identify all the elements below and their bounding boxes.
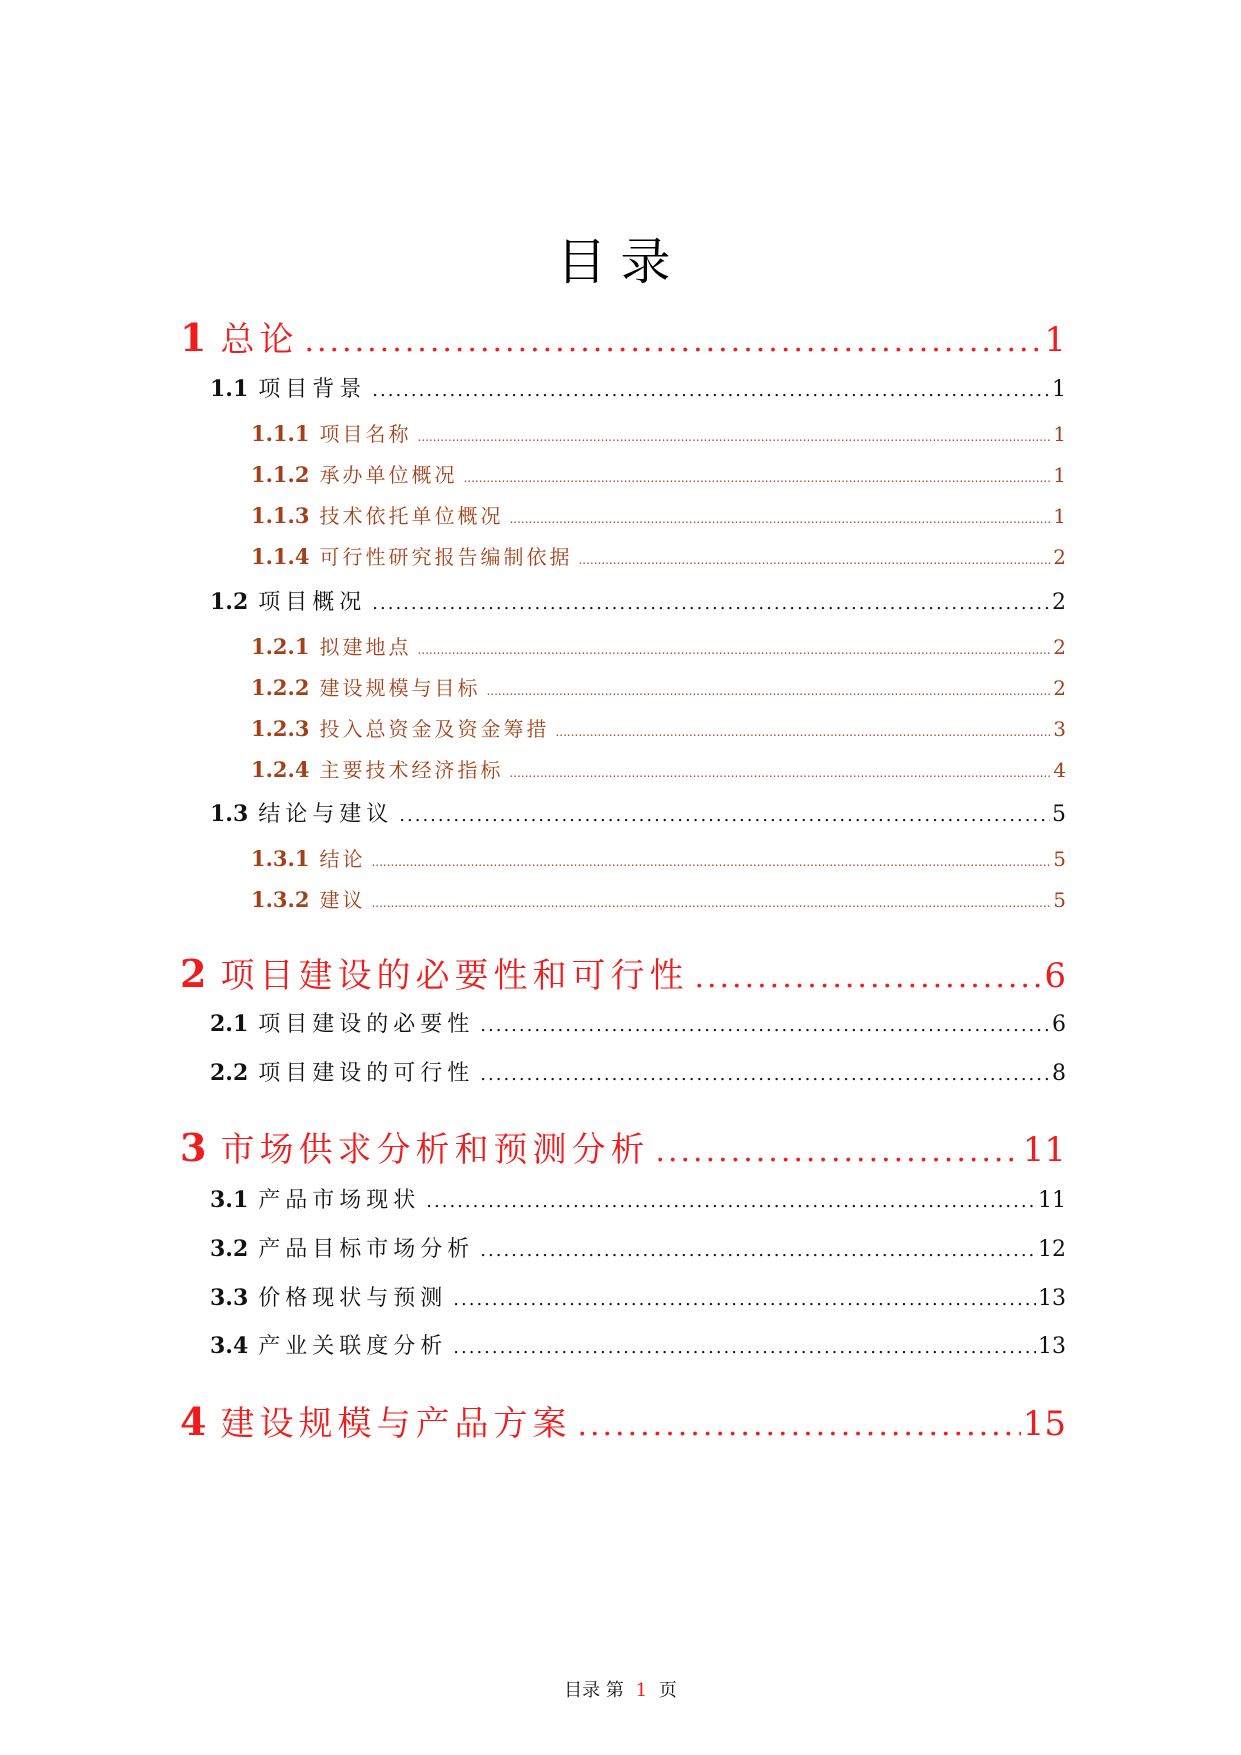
toc-text: 建设规模与目标: [319, 676, 481, 700]
toc-leader: [372, 380, 1050, 401]
toc-leader: [509, 512, 1051, 526]
toc-number: 1.2.4: [251, 757, 310, 782]
toc-chapter-2[interactable]: [180, 948, 1066, 1000]
toc-number: 1.1.1: [251, 421, 310, 446]
toc-subsection-1-2-2[interactable]: [251, 672, 1066, 702]
toc-text: 价格现状与预测: [258, 1286, 448, 1311]
toc-page: 1: [1052, 377, 1066, 402]
toc-number: 3: [180, 1125, 207, 1170]
toc-section-1-1[interactable]: [210, 372, 1066, 406]
toc-leader: [371, 896, 1051, 910]
toc-leader: [486, 684, 1051, 698]
toc-page: 6: [1044, 956, 1066, 996]
toc-number: 1.1.3: [251, 503, 310, 528]
toc-number: 2.2: [210, 1060, 249, 1086]
toc-text: 项目名称: [319, 422, 412, 446]
toc-page: 5: [1053, 847, 1066, 871]
toc-page: 2: [1053, 635, 1066, 659]
toc-leader: [371, 855, 1051, 869]
toc-leader: [655, 1134, 1020, 1169]
toc-subsection-1-3-2[interactable]: [251, 884, 1066, 914]
toc-page: 1: [1053, 504, 1066, 528]
toc-page: 11: [1022, 1130, 1066, 1170]
toc-text: 建设规模与产品方案: [220, 1404, 572, 1444]
toc-leader: [480, 1240, 1036, 1261]
toc-subsection-1-1-1[interactable]: [251, 418, 1066, 448]
toc-section-3-1[interactable]: [210, 1183, 1066, 1217]
toc-text: 结论与建议: [258, 802, 394, 827]
toc-number: 2.1: [210, 1011, 249, 1037]
toc-subsection-1-3-1[interactable]: [251, 843, 1066, 873]
toc-leader: [304, 324, 1042, 359]
footer-label: 目录: [564, 1680, 601, 1701]
toc-leader: [509, 766, 1051, 780]
toc-chapter-3[interactable]: [180, 1122, 1066, 1174]
toc-text: 项目建设的可行性: [258, 1061, 475, 1086]
toc-leader: [555, 725, 1051, 739]
toc-number: 4: [180, 1399, 207, 1444]
toc-text: 产业关联度分析: [258, 1334, 448, 1359]
toc-number: 3.1: [210, 1187, 249, 1213]
toc-page: 2: [1053, 545, 1066, 569]
toc-page: 11: [1038, 1188, 1066, 1213]
toc-page: 12: [1038, 1237, 1066, 1262]
toc-number: 1.3: [210, 801, 249, 827]
toc-page: 1: [1053, 422, 1066, 446]
toc-leader: [417, 430, 1051, 444]
toc-page: 2: [1052, 590, 1066, 615]
toc-chapter-1[interactable]: [180, 312, 1066, 364]
toc-number: 3.3: [210, 1285, 249, 1311]
toc-chapter-4[interactable]: [180, 1396, 1066, 1448]
toc-leader: [453, 1337, 1036, 1358]
toc-number: 1.1.4: [251, 544, 310, 569]
toc-text: 承办单位概况: [319, 463, 458, 487]
toc-number: 1.3.1: [251, 846, 310, 871]
toc-page: 13: [1038, 1286, 1066, 1311]
footer-prefix: 第: [605, 1680, 624, 1701]
toc-page: 1: [1053, 463, 1066, 487]
toc-leader: [399, 805, 1050, 826]
toc-section-2-1[interactable]: [210, 1007, 1066, 1041]
toc-leader: [480, 1064, 1050, 1085]
footer-suffix: 页: [658, 1680, 677, 1701]
toc-subsection-1-2-3[interactable]: [251, 713, 1066, 743]
toc-section-3-3[interactable]: [210, 1281, 1066, 1315]
toc-text: 技术依托单位概况: [319, 504, 504, 528]
toc-page: 3: [1053, 717, 1066, 741]
page-footer: [0, 1676, 1241, 1702]
toc-number: 1.2.3: [251, 716, 310, 741]
toc-leader: [578, 553, 1051, 567]
toc-leader: [426, 1191, 1036, 1212]
toc-page: 5: [1053, 888, 1066, 912]
toc-number: 1.3.2: [251, 887, 310, 912]
toc-page: 13: [1038, 1334, 1066, 1359]
toc-section-1-2[interactable]: [210, 585, 1066, 619]
toc-text: 主要技术经济指标: [319, 758, 504, 782]
toc-leader: [577, 1408, 1020, 1443]
toc-text: 投入总资金及资金筹措: [319, 717, 550, 741]
toc-page: 5: [1052, 802, 1066, 827]
toc-section-3-2[interactable]: [210, 1232, 1066, 1266]
toc-text: 总论: [220, 320, 299, 360]
toc-text: 项目概况: [258, 590, 367, 615]
toc-section-1-3[interactable]: [210, 797, 1066, 831]
toc-leader: [417, 643, 1051, 657]
toc-text: 产品市场现状: [258, 1188, 421, 1213]
toc-text: 项目背景: [258, 377, 367, 402]
toc-number: 1.2.2: [251, 675, 310, 700]
toc-leader: [453, 1289, 1036, 1310]
toc-subsection-1-1-2[interactable]: [251, 459, 1066, 489]
toc-page: 15: [1022, 1404, 1066, 1444]
toc-text: 项目建设的必要性: [258, 1012, 475, 1037]
toc-number: 1.1.2: [251, 462, 310, 487]
toc-subsection-1-2-1[interactable]: [251, 631, 1066, 661]
toc-subsection-1-1-4[interactable]: [251, 541, 1066, 571]
toc-section-2-2[interactable]: [210, 1056, 1066, 1090]
toc-text: 建议: [319, 888, 366, 912]
toc-number: 3.2: [210, 1236, 249, 1262]
toc-section-3-4[interactable]: [210, 1329, 1066, 1363]
toc-page: 1: [1044, 320, 1066, 360]
toc-text: 项目建设的必要性和可行性: [220, 956, 689, 996]
footer-page-number: 1: [635, 1680, 648, 1701]
toc-text: 结论: [319, 847, 366, 871]
toc-number: 3.4: [210, 1333, 249, 1359]
toc-leader: [480, 1015, 1050, 1036]
toc-text: 产品目标市场分析: [258, 1237, 475, 1262]
toc-page: 8: [1052, 1061, 1066, 1086]
toc-text: 可行性研究报告编制依据: [319, 545, 573, 569]
page-title: 目录: [556, 233, 685, 291]
toc-page: 4: [1053, 758, 1066, 782]
toc-text: 拟建地点: [319, 635, 412, 659]
toc-page: 6: [1052, 1012, 1066, 1037]
toc-number: 2: [180, 951, 207, 996]
toc-number: 1: [180, 315, 207, 360]
toc-page: 2: [1053, 676, 1066, 700]
toc-text: 市场供求分析和预测分析: [220, 1130, 650, 1170]
toc-number: 1.2.1: [251, 634, 310, 659]
toc-leader: [694, 960, 1042, 995]
toc-leader: [372, 593, 1050, 614]
toc-number: 1.2: [210, 589, 249, 615]
toc-subsection-1-2-4[interactable]: [251, 754, 1066, 784]
toc-number: 1.1: [210, 376, 249, 402]
toc-leader: [463, 471, 1051, 485]
toc-subsection-1-1-3[interactable]: [251, 500, 1066, 530]
